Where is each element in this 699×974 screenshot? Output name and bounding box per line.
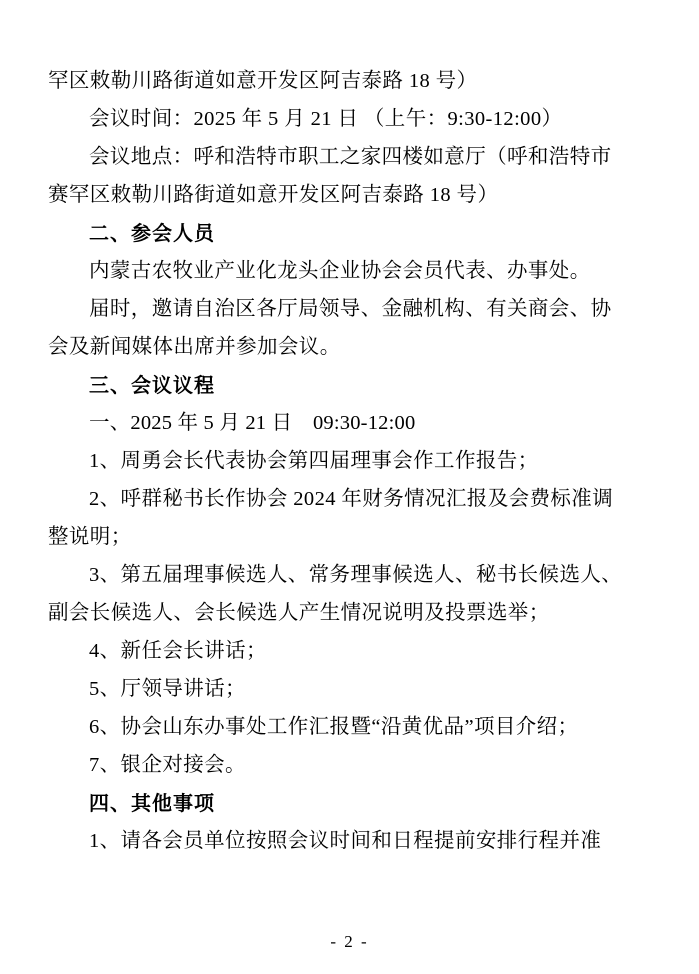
agenda-item: 6、协会山东办事处工作汇报暨“沿黄优品”项目介绍；: [89, 716, 579, 738]
paragraph-line: 赛罕区敕勒川路街道如意开发区阿吉泰路 18 号）: [48, 184, 499, 206]
other-matters-item: 1、请各会员单位按照会议时间和日程提前安排行程并准: [89, 830, 602, 852]
agenda-item-continued: 副会长候选人、会长候选人产生情况说明及投票选举；: [48, 602, 550, 624]
agenda-item-continued: 整说明；: [48, 526, 132, 548]
agenda-item: 2、呼群秘书长作协会 2024 年财务情况汇报及会费标准调: [89, 488, 614, 510]
paragraph-line: 内蒙古农牧业产业化龙头企业协会会员代表、办事处。: [89, 260, 591, 282]
section-heading-agenda: 三、会议议程: [89, 373, 215, 397]
paragraph-line: 罕区敕勒川路街道如意开发区阿吉泰路 18 号）: [48, 70, 478, 92]
meeting-place-line: 会议地点：呼和浩特市职工之家四楼如意厅（呼和浩特市: [89, 146, 612, 168]
agenda-item: 5、厅领导讲话；: [89, 678, 246, 700]
agenda-item: 1、周勇会长代表协会第四届理事会作工作报告；: [89, 450, 539, 472]
meeting-time-line: 会议时间：2025 年 5 月 21 日 （上午：9:30-12:00）: [89, 108, 563, 130]
page-number: - 2 -: [330, 932, 369, 951]
agenda-item: 3、第五届理事候选人、常务理事候选人、秘书长候选人、: [89, 564, 623, 586]
agenda-item: 4、新任会长讲话；: [89, 640, 267, 662]
section-heading-other-matters: 四、其他事项: [89, 791, 215, 815]
agenda-date-line: 一、2025 年 5 月 21 日 09:30-12:00: [89, 412, 416, 434]
agenda-item: 7、银企对接会。: [89, 754, 246, 776]
section-heading-attendees: 二、参会人员: [89, 221, 215, 245]
paragraph-line: 会及新闻媒体出席并参加会议。: [48, 336, 341, 358]
paragraph-line: 届时，邀请自治区各厅局领导、金融机构、有关商会、协: [89, 298, 612, 320]
